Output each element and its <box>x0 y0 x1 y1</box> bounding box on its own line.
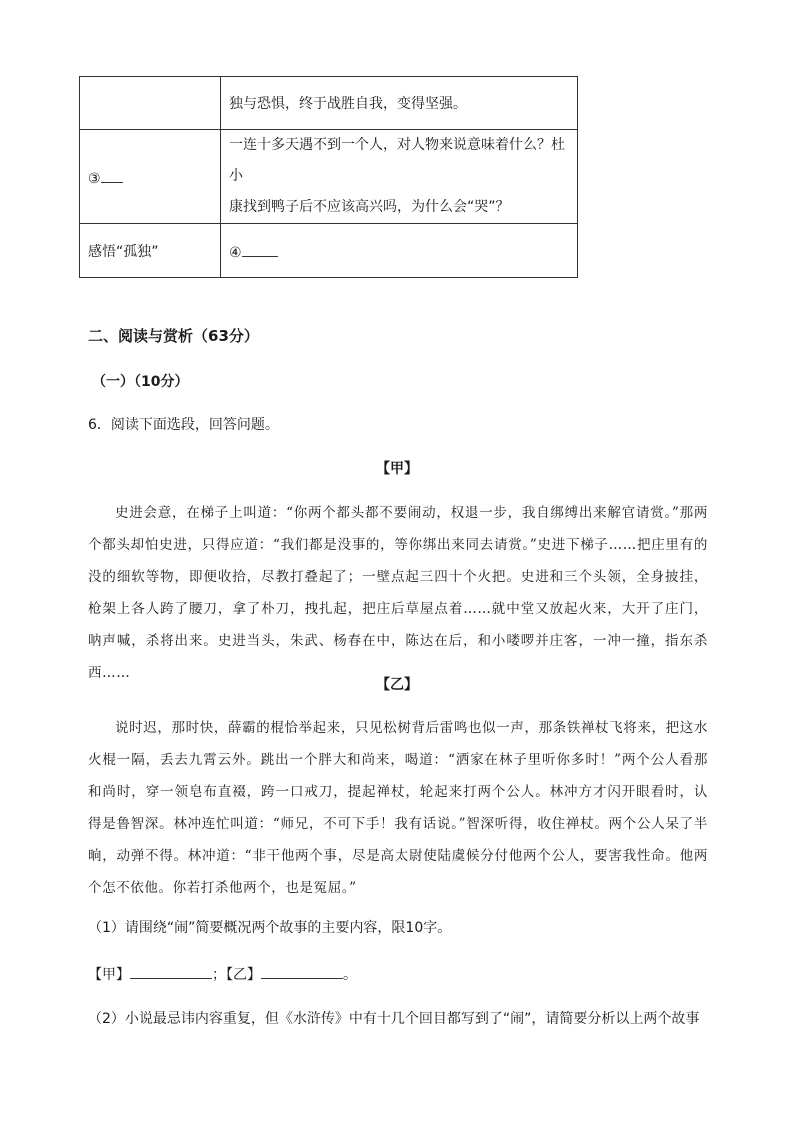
table-row <box>80 77 578 130</box>
yi-answer-blank[interactable] <box>261 962 343 979</box>
answer-separator: ； <box>212 967 226 983</box>
table-row <box>80 130 578 224</box>
subsection-heading: （一）（10分） <box>92 374 189 390</box>
table-cell <box>80 224 221 278</box>
passage-yi-mark: 【乙】 <box>376 677 418 693</box>
row3-label: 感悟“孤独” <box>88 243 159 260</box>
passage-yi <box>88 712 708 904</box>
yi-answer-label: 【乙】 <box>226 967 261 983</box>
blank-3-label: ③ <box>88 171 101 187</box>
table-cell <box>221 130 578 224</box>
answer-blank-4[interactable] <box>242 240 278 257</box>
table-row <box>80 224 578 278</box>
sub-question-1: （1）请围绕“闹”简要概况两个故事的主要内容，限10字。 <box>88 920 452 936</box>
sub-question-1-answer-line <box>88 962 357 984</box>
passage-jia-mark: 【甲】 <box>376 461 418 477</box>
row2-text-line1: 一连十多天遇不到一个人，对人物来说意味着什么？杜小 <box>229 137 565 184</box>
answer-end: 。 <box>343 967 357 983</box>
section-heading: 二、阅读与赏析（63分） <box>88 327 259 345</box>
sub-question-2: （2）小说最忌讳内容重复，但《水浒传》中有十几个回目都写到了“闹”，请简要分析以上两个故事 <box>88 1011 700 1027</box>
table-cell <box>221 77 578 130</box>
table-cell-empty <box>80 77 221 130</box>
blank-4-label: ④ <box>229 245 242 261</box>
row2-text-line2: 康找到鸭子后不应该高兴吗，为什么会“哭”？ <box>229 199 510 215</box>
passage-jia <box>88 497 708 681</box>
table-cell <box>80 130 221 224</box>
reading-task-table <box>79 76 578 278</box>
question-6-prompt: 6．阅读下面选段，回答问题。 <box>88 417 279 433</box>
table-cell <box>221 224 578 278</box>
jia-answer-label: 【甲】 <box>88 967 130 983</box>
jia-answer-blank[interactable] <box>130 962 212 979</box>
answer-blank-3[interactable] <box>101 166 123 183</box>
passage-jia-text: 史进会意，在梯子上叫道：“你两个都头都不要闹动，权退一步，我自绑缚出来解官请赏。”那两个都头却怕史进，只得应道：“我们都是没事的，等你绑出来同去请赏。”史进下梯子……把庄里有的没的细软等物，即便收拾，尽教打叠起了；一壁点起三四十个火把。史进和三个头领，全身披挂，枪架上各人跨了腰刀，拿了朴刀，拽扎起，把庄后草屋点着……就中堂又放起火来，大开了庄门，呐声喊，杀将出来。史进当头，朱武、杨春在中，陈达在后，和小喽啰并庄客，一冲一撞，指东杀西…… <box>88 505 708 681</box>
row1-text: 独与恐惧，终于战胜自我，变得坚强。 <box>229 96 467 112</box>
passage-yi-text: 说时迟，那时快，薛霸的棍恰举起来，只见松树背后雷鸣也似一声，那条铁禅杖飞将来，把这水火棍一隔，丢去九霄云外。跳出一个胖大和尚来，喝道：“洒家在林子里听你多时！”两个公人看那和尚时，穿一领皂布直裰，跨一口戒刀，提起禅杖，轮起来打两个公人。林冲方才闪开眼看时，认得是鲁智深。林冲连忙叫道：“师兄，不可下手！我有话说。”智深听得，收住禅杖。两个公人呆了半晌，动弹不得。林冲道：“非干他两个事，尽是高太尉使陆虞候分付他两个公人，要害我性命。他两个怎不依他。你若打杀他两个，也是冤屈。” <box>88 720 708 896</box>
